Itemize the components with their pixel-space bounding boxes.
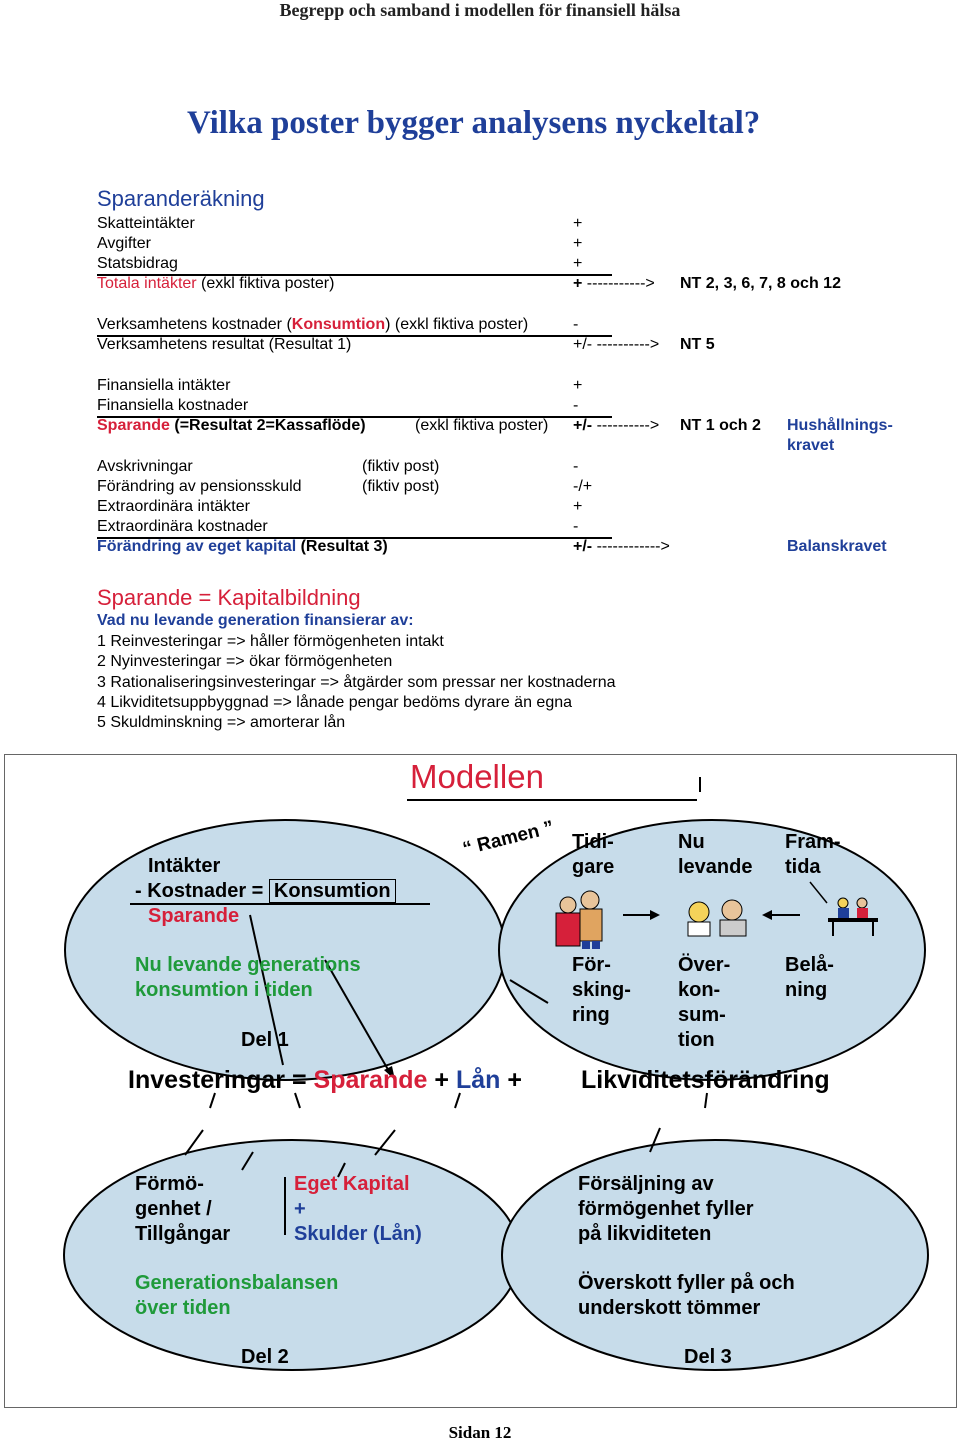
list-item: 3 Rationaliseringsinvesteringar => åtgärder som pressar ner kostnaderna [97, 674, 616, 691]
sign: + [573, 215, 583, 232]
col3-top: Fram- tida [785, 831, 841, 878]
page-title: Vilka poster bygger analysens nyckeltal? [187, 105, 761, 141]
running-header: Begrepp och samband i modellen för finansiell hälsa [279, 0, 681, 20]
balanskravet: Balanskravet [787, 538, 887, 555]
sparande-label: Sparande [148, 905, 240, 927]
del2-label: Del 2 [241, 1346, 289, 1368]
sign: - [573, 458, 579, 475]
over-tiden: över tiden [135, 1297, 231, 1319]
model-title: Modellen [410, 758, 544, 795]
row-totala-intakter: Totala intäkter (exkl fiktiva poster) [97, 275, 335, 292]
row-sparande: Sparande (=Resultat 2=Kassaflöde) [97, 417, 366, 434]
forsaljning-text: Försäljning av förmögenhet fyller på likviditeten [578, 1173, 754, 1245]
row-extraordinara-intakter: Extraordinära intäkter [97, 498, 250, 515]
plus-sign: + [294, 1198, 306, 1220]
nt-total: NT 2, 3, 6, 7, 8 och 12 [680, 275, 841, 292]
sign: + [573, 235, 583, 252]
row-skatteintakter: Skatteintäkter [97, 215, 195, 232]
del3-label: Del 3 [684, 1346, 732, 1368]
sign: - [573, 397, 579, 414]
list-item: 4 Likviditetsuppbyggnad => lånade pengar bedöms dyrare än egna [97, 694, 573, 711]
fiktiv-note: (fiktiv post) [362, 478, 440, 495]
row-statsbidrag: Statsbidrag [97, 255, 178, 272]
generationsbalansen: Generationsbalansen [135, 1272, 339, 1294]
row-pensionsskuld: Förändring av pensionsskuld [97, 478, 302, 495]
row-verksamhetens-resultat: Verksamhetens resultat (Resultat 1) [97, 336, 352, 353]
formogenhet: Förmö- genhet / Tillgångar [135, 1173, 231, 1245]
equation: Investeringar = Sparande + Lån + [128, 1066, 522, 1094]
del1-label: Del 1 [241, 1029, 289, 1051]
col3-bottom: Belå- ning [785, 954, 834, 1001]
col1-top: Tidi- gare [572, 831, 615, 878]
green-line-1: Nu levande generations [135, 954, 361, 976]
sign: -/+ [573, 478, 593, 495]
row-finansiella-intakter: Finansiella intäkter [97, 377, 231, 394]
kapital-heading: Sparande = Kapitalbildning [97, 585, 361, 610]
likviditetsforandring: Likviditetsförändring [581, 1066, 830, 1094]
col1-bottom: För- sking- ring [572, 954, 631, 1026]
nt-sparande: NT 1 och 2 [680, 417, 761, 434]
green-line-2: konsumtion i tiden [135, 979, 313, 1001]
sign: + [573, 255, 583, 272]
ramen-label: “ Ramen ” [460, 817, 556, 860]
sign: + [573, 377, 583, 394]
resultat-arrow: +/- ----------> [573, 336, 660, 353]
fiktiv-note: (fiktiv post) [362, 458, 440, 475]
kapital-subheading: Vad nu levande generation finansierar av: [97, 612, 414, 629]
sign: + [573, 498, 583, 515]
row-avgifter: Avgifter [97, 235, 151, 252]
sparande-heading: Sparanderäkning [97, 186, 265, 211]
nt-resultat: NT 5 [680, 336, 715, 353]
eget-arrow: +/- ------------> [573, 538, 670, 555]
sparande-note: (exkl fiktiva poster) [415, 417, 549, 434]
sign: - [573, 316, 579, 333]
eget-kapital: Eget Kapital [294, 1173, 410, 1195]
hushallningskravet-1: Hushållnings- [787, 417, 893, 434]
col2-bottom: Över- kon- sum- tion [678, 954, 731, 1051]
list-item: 1 Reinvesteringar => håller förmögenheten intakt [97, 633, 444, 650]
row-finansiella-kostnader: Finansiella kostnader [97, 397, 249, 414]
total-arrow: + -----------> [573, 275, 655, 292]
hushallningskravet-2: kravet [787, 437, 835, 454]
sign: - [573, 518, 579, 535]
kostnader-konsumtion: - Kostnader = Konsumtion [135, 879, 396, 904]
list-item: 2 Nyinvesteringar => ökar förmögenheten [97, 653, 393, 670]
col2-top: Nu levande [678, 831, 753, 878]
overskott-text: Överskott fyller på och underskott tömmer [578, 1272, 795, 1319]
row-extraordinara-kostnader: Extraordinära kostnader [97, 518, 268, 535]
skulder: Skulder (Lån) [294, 1223, 422, 1245]
row-avskrivningar: Avskrivningar [97, 458, 193, 475]
intakter-label: Intäkter [148, 855, 221, 877]
row-verksamhetens-kostnader: Verksamhetens kostnader (Konsumtion) (exkl fiktiva poster) [97, 316, 529, 333]
list-item: 5 Skuldminskning => amorterar lån [97, 714, 346, 731]
row-forandring-eget-kapital: Förändring av eget kapital (Resultat 3) [97, 538, 388, 555]
sparande-arrow: +/- ----------> [573, 417, 660, 434]
page-number: Sidan 12 [448, 1423, 512, 1442]
